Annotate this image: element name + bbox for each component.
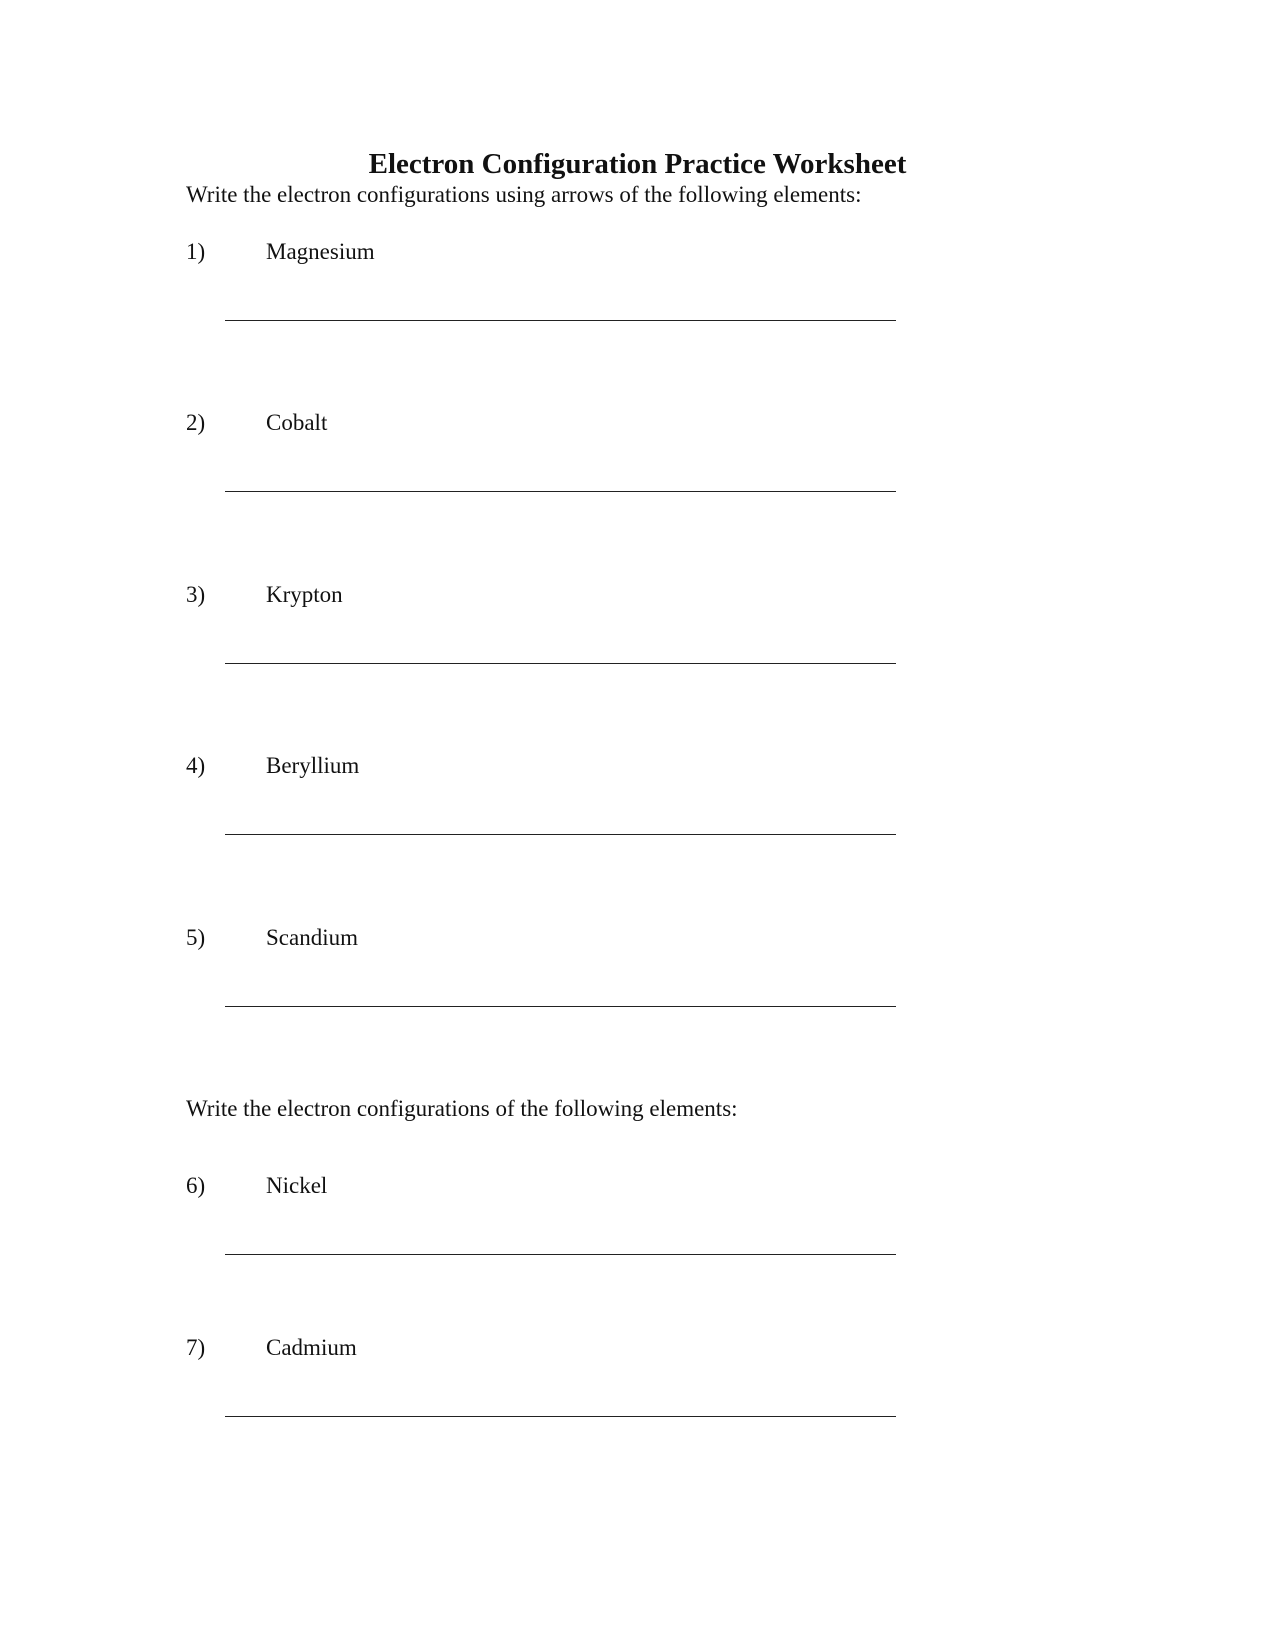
element-name: Magnesium (266, 239, 375, 264)
element-name: Scandium (266, 925, 358, 950)
question-number: 7) (186, 1335, 206, 1360)
section-2-instruction: Write the electron configurations of the following elements: (186, 1096, 738, 1121)
answer-line-4[interactable] (225, 834, 896, 835)
element-name: Cadmium (266, 1335, 357, 1360)
element-name: Beryllium (266, 753, 360, 778)
answer-line-3[interactable] (225, 663, 896, 664)
answer-line-2[interactable] (225, 491, 896, 492)
question-number: 6) (186, 1173, 206, 1198)
element-name: Nickel (266, 1173, 328, 1198)
section-1-instruction: Write the electron configurations using arrows of the following elements: (186, 182, 862, 207)
page-title: Electron Configuration Practice Worksheet (368, 148, 907, 180)
answer-line-1[interactable] (225, 320, 896, 321)
question-number: 2) (186, 410, 206, 435)
question-number: 3) (186, 582, 206, 607)
question-number: 1) (186, 239, 206, 264)
question-number: 5) (186, 925, 206, 950)
element-name: Krypton (266, 582, 343, 607)
answer-line-6[interactable] (225, 1254, 896, 1255)
question-number: 4) (186, 753, 206, 778)
element-name: Cobalt (266, 410, 328, 435)
answer-line-7[interactable] (225, 1416, 896, 1417)
answer-line-5[interactable] (225, 1006, 896, 1007)
